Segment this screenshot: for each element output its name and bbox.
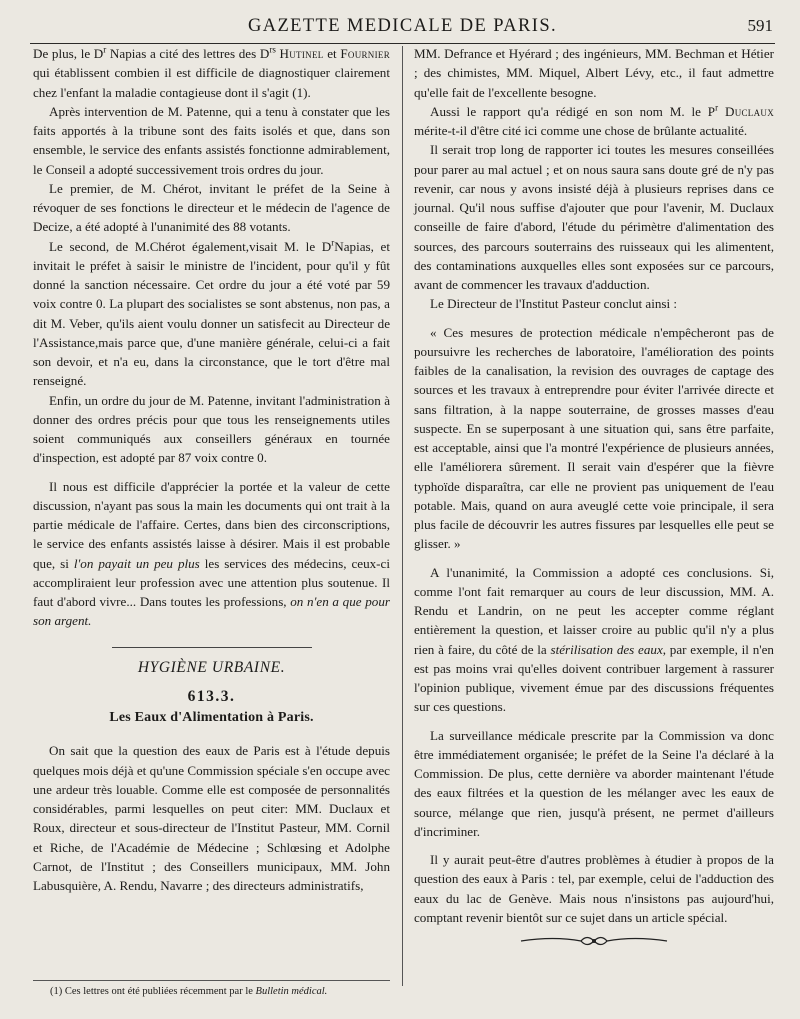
left-column [33, 44, 390, 895]
ornament-divider [414, 933, 774, 954]
article-title: Les Eaux d'Alimentation à Paris. [109, 710, 314, 725]
paragraph: Le premier, de M. Chérot, invitant le préfet de la Seine à révoquer de ses fonctions le directeur et le médecin de l'agence de Decize, a été adopté à l'unanimité des 88 votants. [33, 180, 390, 235]
right-column [414, 44, 774, 954]
paragraph: A l'unanimité, la Commission a adopté ces conclusions. Si, comme l'ont fait remarquer au cours de leur discussion, MM. A. Rendu et Landrin, on ne peut les accepter comme réglant entièrement la question, et laisser croire au public qu'il n'y a plus rien à faire, du côté de la stérilisation des eaux, par exemple, il n'en est pas moins vrai qu'elles doivent contribuer largement à rassurer l'opinion publique, vivement émue par des discussions fréquentes sur ces questions. [414, 564, 774, 715]
paragraph: De plus, le $D^r$ Napias a cité des lettres des $D^{rs}$ Hutinel et Fournier qui établissent combien il est difficile de diagnostiquer clairement chez l'enfant la maladie contagieuse dont il s'agit (1). [33, 44, 391, 100]
footnote: (1) Ces lettres ont été publiées récemment par le Bulletin médical. [50, 986, 328, 997]
paragraph: La surveillance médicale prescrite par la Commission va donc être immédiatement organisée; le préfet de la Seine l'a déclaré à la Commission. De plus, cette dernière va aborder maintenant l'étude des eaux filtrées et la question de les mélanger avec les eaux de source, mélange que rien, jusqu'à présent, ne permet d'ailleurs d'incriminer. [414, 727, 774, 839]
journal-title: GAZETTE MEDICALE DE PARIS. [247, 16, 558, 36]
paragraph: Il serait trop long de rapporter ici toutes les mesures conseillées pour parer au mal actuel ; et on nous saura sans doute gré de n'y pas revenir, car nous y avons insisté déjà à plusieurs reprises dans ce journal. Qu'il nous suffise d'ajouter que pour l'avenir, M. Duclaux conseille de faire d'abord, l'étude du périmètre d'alimentation des sources, des parcours souterrains des ruisseaux qui les alimentent, des contaminations auxquelles elles sont exposées sur ce parcours, avant de commencer les travaux d'adduction. [414, 142, 774, 292]
paragraph: Le second, de M.Chérot également,visait M. le $D^rNapias$, et invitait le préfet à saisir le ministre de l'incident, pour qu'il y fût donné la sanction nécessaire. Cet ordre du jour a été voté par 59 voix contre 0. La plupart des socialistes se sont abstenus, non pas, a dit M. Veber, qu'ils aient voulu donner un satisfecit au Directeur de l'Assistance,mais parce que, d'une manière générale, celui-ci a fait son devoir, et n'a eu, dans la circonstance, que le tort d'être mal renseigné. [33, 237, 391, 389]
section-rule [112, 647, 312, 648]
section-title: HYGIÈNE URBAINE. [137, 658, 286, 676]
footnote-rule [33, 980, 390, 981]
paragraph: MM. Defrance et Hyérard ; des ingénieurs, MM. Bechman et Hétier ; des chimistes, MM. Miquel, Albert Lévy, etc., il faut admettre qu'elle fait de l'excellente besogne. [414, 46, 774, 100]
quotation: « Ces mesures de protection médicale n'empêcheront pas de poursuivre les recherches de laboratoire, l'amélioration des points faibles de la canalisation, la revision des ouvrages de captage des sources et les travaux à entreprendre pour éviter l'arrivée directe et sans filtration, à la nappe souterraine, de grosses masses d'eau suspecte. En se superposant à une situation qui, sans être parfaite, est acceptable, ainsi que l'a montré l'expérience de plusieurs années, elle l'améliorera sûrement. Il serait vain d'espérer que la fièvre typhoïde disparaîtra, car elle ne provient pas uniquement de l'eau potable. Mais, quand on aura aveuglé cette voie principale, il sera plus facile de découvrir les autres fissures par lesquelles elle peut se glisser. » [414, 324, 774, 552]
column-divider [402, 46, 403, 986]
paragraph: On sait que la question des eaux de Paris est à l'étude depuis quelques mois déjà et qu'une Commission spéciale s'en occupe avec une ardeur très louable. Comme elle est composée de personnalités considérables, parmi lesquelles on peut citer: MM. Duclaux et Roux, directeur et sous-directeur de l'Institut Pasteur, MM. Cornil et Riche, de l'Académie de Médecine ; Schlœsing et Adolphe Carnot, de l'Institut ; des Conseillers municipaux, MM. John Labusquière, A. Rendu, Navarre ; des directeurs administratifs, [33, 743, 390, 893]
page-number: 591 [747, 16, 773, 35]
paragraph: Le Directeur de l'Institut Pasteur conclut ainsi : [430, 296, 678, 312]
paragraph: Il nous est difficile d'apprécier la portée et la valeur de cette discussion, n'ayant pas sous la main les documents qui ont trait à la partie médicale de l'affaire. Certes, dans bien des circonscriptions, le service des enfants assistés laisse à désirer. Mais il est probable que, si l'on payait un peu plus les services des médecins, ceux-ci accompliraient leur profession avec une attention plus soutenue. Il faut d'abord vivre... Dans toutes les professions, on n'en a que pour son argent. [33, 478, 390, 629]
page-header [30, 10, 775, 38]
paragraph: Aussi le rapport qu'a rédigé en son nom M. le $P^r$ Duclaux mérite-t-il d'être cité ici comme une chose de brûlante actualité. [414, 102, 774, 138]
paragraph: Après intervention de M. Patenne, qui a tenu à constater que les faits apportés à la tribune sont des faits isolés et que, dans son ensemble, le service des enfants assistés fonctionne admirablement, le Conseil a adopté successivement trois ordres du jour. [33, 103, 390, 177]
paragraph: Il y aurait peut-être d'autres problèmes à étudier à propos de la question des eaux à Paris : tel, par exemple, celui de l'adduction des eaux du lac de Genève. Mais nous n'insistons pas aujourd'hui, comptant revenir bientôt sur ce sujet dans un article spécial. [414, 852, 774, 925]
article-number: 613.3. [187, 687, 236, 705]
paragraph: Enfin, un ordre du jour de M. Patenne, invitant l'administration à donner des ordres précis pour que tous les renseignements utiles soient communiqués aux conseillers généraux en tournée d'inspection, est adopté par 87 voix contre 0. [33, 392, 390, 466]
